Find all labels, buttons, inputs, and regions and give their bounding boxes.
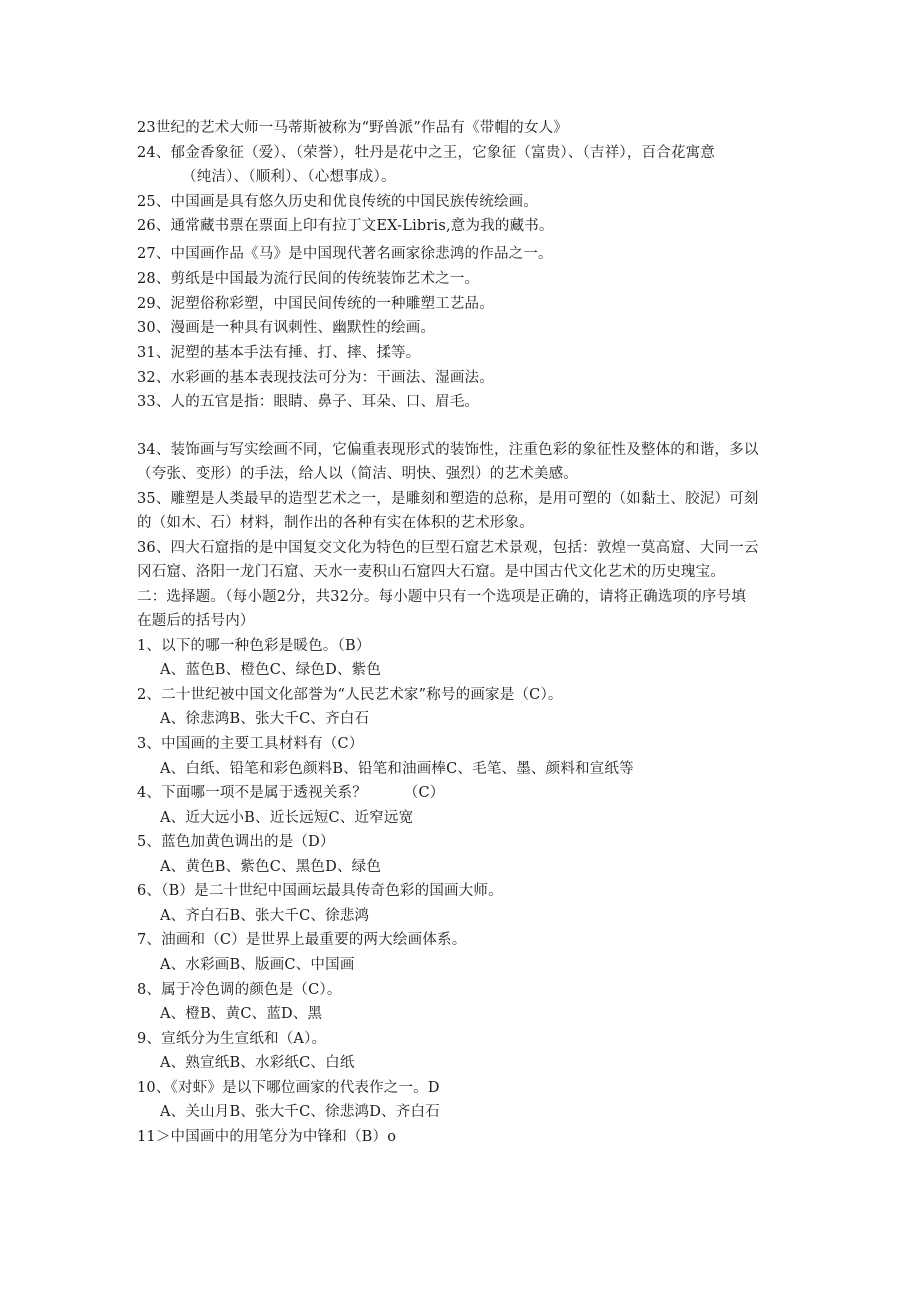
- question-1: 1、以下的哪一种色彩是暖色。（B）: [137, 638, 371, 654]
- section-heading-cont: 在题后的括号内）: [137, 613, 255, 629]
- text-line-31: 31、泥塑的基本手法有捶、打、摔、揉等。: [137, 345, 421, 361]
- question-7: 7、油画和（C）是世界上最重要的两大绘画体系。: [137, 932, 467, 948]
- text-line-35-cont: 的（如木、石）材料，制作出的各种有实在体积的艺术形象。: [137, 515, 534, 531]
- text-line-34: 34、装饰画与写实绘画不同，它偏重表现形式的装饰性，注重色彩的象征性及整体的和谐，多以: [137, 442, 759, 458]
- question-8-options: A、橙B、黄C、蓝D、黑: [160, 1006, 323, 1022]
- question-7-options: A、水彩画B、版画C、中国画: [160, 957, 355, 973]
- question-10-options: A、关山月B、张大千C、徐悲鸿D、齐白石: [160, 1104, 440, 1120]
- text-line-24: 24、郁金香象征（爱）、（荣誉），牡丹是花中之王，它象征（富贵）、（吉祥），百合花寓意: [137, 145, 716, 161]
- question-5: 5、蓝色加黄色调出的是（D）: [137, 834, 335, 850]
- text-line-32: 32、水彩画的基本表现技法可分为：干画法、湿画法。: [137, 370, 494, 386]
- section-heading-choice: 二：选择题。（每小题2分，共32分。每小题中只有一个选项是正确的，请将正确选项的序号填: [137, 589, 747, 605]
- text-line-24-cont: （纯洁）、（顺利）、（心想事成）。: [182, 169, 396, 185]
- text-line-28: 28、剪纸是中国最为流行民间的传统装饰艺术之一。: [137, 271, 480, 287]
- question-2-options: A、徐悲鸿B、张大千C、齐白石: [160, 711, 370, 727]
- text-line-34-cont: （夸张、变形）的手法，给人以（简洁、明快、强烈）的艺术美感。: [137, 466, 578, 482]
- question-10: 10、《对虾》是以下哪位画家的代表作之一。D: [137, 1080, 440, 1096]
- question-1-options: A、蓝色B、橙色C、绿色D、紫色: [160, 662, 382, 678]
- question-3: 3、中国画的主要工具材料有（C）: [137, 736, 364, 752]
- question-3-options: A、白纸、铅笔和彩色颜料B、铅笔和油画棒C、毛笔、墨、颜料和宣纸等: [160, 761, 634, 777]
- text-line-26: 26、通常藏书票在票面上印有拉丁文EX-Libris,意为我的藏书。: [137, 218, 554, 234]
- text-line-23: 23世纪的艺术大师一马蒂斯被称为“野兽派”作品有《带帽的女人》: [137, 120, 568, 136]
- question-8: 8、属于冷色调的颜色是（C）。: [137, 982, 342, 998]
- question-11: 11＞中国画中的用笔分为中锋和（B）o: [137, 1129, 397, 1145]
- text-line-35: 35、雕塑是人类最早的造型艺术之一，是雕刻和塑造的总称，是用可塑的（如黏土、胶泥）可刻: [137, 491, 759, 507]
- question-2: 2、二十世纪被中国文化部誉为“人民艺术家”称号的画家是（C）。: [137, 687, 563, 703]
- text-line-25: 25、中国画是具有悠久历史和优良传统的中国民族传统绘画。: [137, 194, 539, 210]
- question-6-options: A、齐白石B、张大千C、徐悲鸿: [160, 908, 370, 924]
- text-line-29: 29、泥塑俗称彩塑，中国民间传统的一种雕塑工艺品。: [137, 296, 494, 312]
- text-line-27: 27、中国画作品《马》是中国现代著名画家徐悲鸿的作品之一。: [137, 246, 553, 262]
- text-line-33: 33、人的五官是指：眼睛、鼻子、耳朵、口、眉毛。: [137, 394, 480, 410]
- text-line-36-cont: 冈石窟、洛阳一龙门石窟、天水一麦积山石窟四大石窟。是中国古代文化艺术的历史瑰宝。: [137, 564, 725, 580]
- question-4-options: A、近大远小B、近长远短C、近窄远宽: [160, 810, 414, 826]
- text-line-36: 36、四大石窟指的是中国复交文化为特色的巨型石窟艺术景观，包括：敦煌一莫高窟、大同一云: [137, 540, 759, 556]
- question-6: 6、（B）是二十世纪中国画坛最具传奇色彩的国画大师。: [137, 883, 503, 899]
- question-4: 4、下面哪一项不是属于透视关系？ （C）: [137, 785, 445, 801]
- text-line-30: 30、漫画是一种具有讽刺性、幽默性的绘画。: [137, 320, 436, 336]
- question-9-options: A、熟宣纸B、水彩纸C、白纸: [160, 1055, 355, 1071]
- question-9: 9、宣纸分为生宣纸和（A）。: [137, 1031, 327, 1047]
- question-5-options: A、黄色B、紫色C、黑色D、绿色: [160, 859, 382, 875]
